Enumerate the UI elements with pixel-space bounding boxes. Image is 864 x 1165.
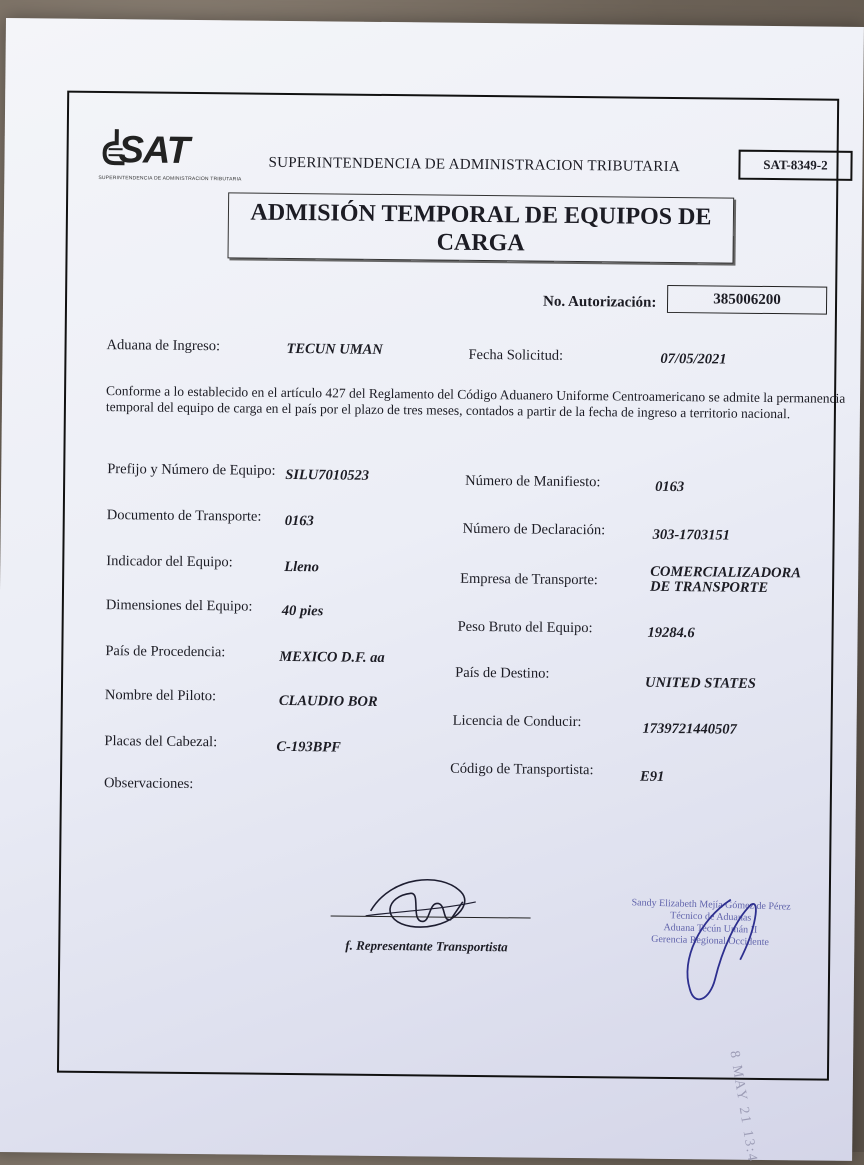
sat-logo-text: SAT — [118, 129, 190, 172]
request-date-label: Fecha Solicitud: — [468, 346, 564, 364]
customs-label: Aduana de Ingreso: — [106, 337, 221, 355]
authorization-label: No. Autorización: — [542, 293, 657, 311]
document-sheet — [0, 18, 864, 1164]
gross-weight-value: 19284.6 — [647, 624, 695, 642]
field-label: Indicador del Equipo: — [106, 553, 233, 571]
field-label: Prefijo y Número de Equipo: — [107, 461, 276, 479]
customs-value: TECUN UMAN — [286, 340, 383, 358]
transport-company-value — [650, 565, 801, 597]
field-label: Peso Bruto del Equipo: — [457, 618, 593, 637]
transport-document-value: 0163 — [284, 512, 314, 530]
request-date-value: 07/05/2021 — [660, 350, 727, 368]
official-signature — [660, 889, 771, 1020]
destination-country-value: UNITED STATES — [644, 674, 756, 692]
tractor-plates-value: C-193BPF — [276, 738, 341, 756]
origin-country-value: MEXICO D.F. aa — [279, 648, 385, 666]
form-title — [227, 192, 734, 263]
field-label: Código de Transportista: — [450, 760, 594, 779]
pilot-name-value: CLAUDIO BOR — [278, 692, 378, 710]
field-label: Placas del Cabezal: — [104, 733, 218, 751]
driver-license-value: 1739721440507 — [642, 720, 737, 738]
signature-caption: f. Representante Transportista — [345, 937, 508, 955]
stamp-line2: Técnico de Aduanas — [670, 910, 752, 924]
field-label: Número de Manifiesto: — [465, 472, 601, 491]
sat-logo — [98, 121, 242, 183]
equipment-dimensions-value: 40 pies — [281, 602, 324, 620]
observations-label: Observaciones: — [103, 775, 194, 793]
transport-company-line1: COMERCIALIZADORA — [650, 563, 801, 582]
field-label: País de Destino: — [455, 664, 550, 682]
field-label: Licencia de Conducir: — [452, 712, 582, 731]
form-title-line2: CARGA — [436, 229, 525, 257]
field-label: Empresa de Transporte: — [460, 570, 598, 589]
stamp-line4: Gerencia Regional Occidente — [651, 933, 770, 949]
authorization-number: 385006200 — [667, 285, 827, 315]
equipment-indicator-value: Lleno — [284, 558, 319, 576]
stamp-line3: Aduana Tecún Umán II — [663, 922, 758, 936]
form-title-line1: ADMISIÓN TEMPORAL DE EQUIPOS DE — [250, 199, 712, 231]
field-label: País de Procedencia: — [105, 643, 226, 661]
transport-company-line2: DE TRANSPORTE — [649, 578, 769, 597]
carrier-signature — [350, 871, 491, 942]
date-stamp: 8 MAY 21 13:4 — [726, 1049, 760, 1164]
legal-paragraph: Conforme a lo establecido en el artículo 427 del Reglamento del Código Aduanero Uniforme Centroamericano se admite la permanencia temporal del equipo de carga en el país por el plazo de tres meses, contados a partir de la fecha de ingreso a territorio nacional. — [105, 383, 846, 422]
stamp-line1: Sandy Elizabeth Mejía Gómez de Pérez — [631, 897, 791, 913]
equipment-number-value: SILU7010523 — [285, 466, 370, 484]
declaration-number-value: 303-1703151 — [652, 526, 731, 544]
field-label: Nombre del Piloto: — [104, 687, 217, 705]
field-label: Número de Declaración: — [462, 520, 606, 539]
form-code: SAT-8349-2 — [738, 150, 852, 181]
field-label: Dimensiones del Equipo: — [105, 597, 253, 615]
agency-name: SUPERINTENDENCIA DE ADMINISTRACION TRIBUTARIA — [268, 154, 681, 176]
manifest-number-value: 0163 — [655, 478, 685, 496]
carrier-code-value: E91 — [640, 768, 665, 785]
field-label: Documento de Transporte: — [106, 507, 262, 525]
form-frame — [57, 91, 846, 1164]
sat-logo-subtitle: SUPERINTENDENCIA DE ADMINISTRACION TRIBUTARIA — [98, 174, 242, 183]
